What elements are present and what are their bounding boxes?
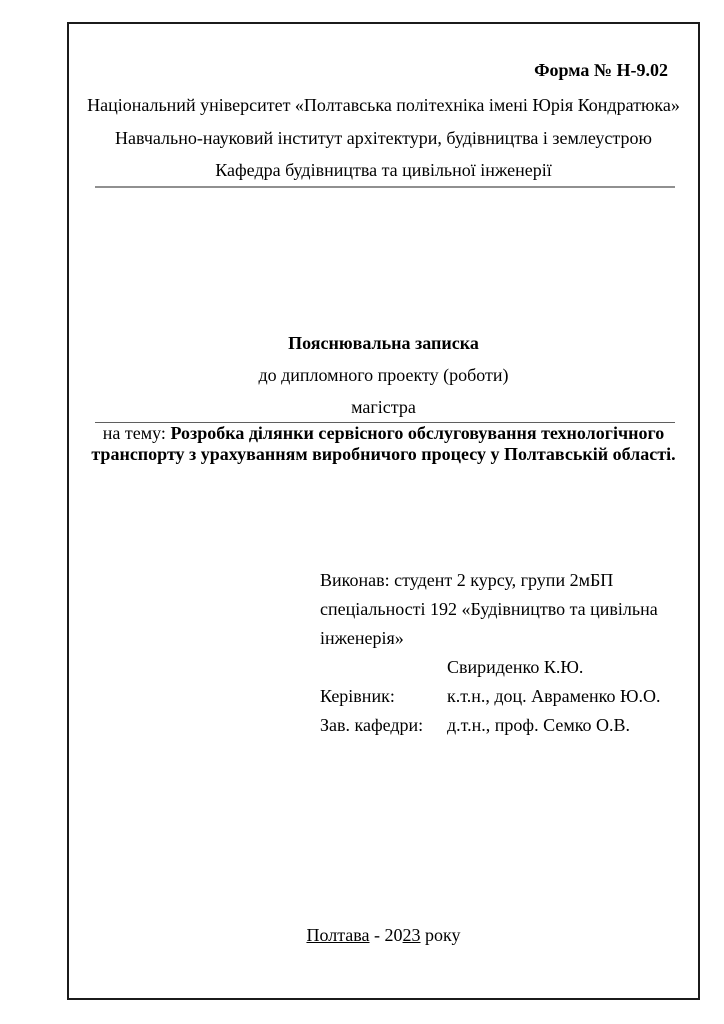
year-prefix: - 20: [369, 925, 403, 945]
institution-header: [69, 89, 698, 187]
topic-block: [69, 423, 698, 464]
city-year-line: [69, 925, 698, 946]
student-name-row: [320, 653, 685, 682]
header-divider-rule: [95, 186, 675, 188]
department-head-row: [320, 711, 685, 740]
institute-name: Навчально-науковий інститут архітектури, будівництва і землеустрою: [115, 127, 652, 148]
department-head-label: Зав. кафедри:: [320, 715, 424, 735]
department-name: Кафедра будівництва та цивільної інженерії: [215, 160, 552, 180]
department-head-name: д.т.н., проф. Семко О.В.: [447, 715, 631, 735]
executor-line-speciality-cont: інженерія»: [320, 628, 404, 648]
student-name: Свириденко К.Ю.: [447, 657, 584, 677]
city-name: Полтава: [306, 925, 370, 945]
document-title: Пояснювальна записка: [288, 333, 479, 353]
university-name: Національний університет «Полтавська політехніка імені Юрія Кондратюка»: [87, 95, 680, 115]
topic-title-part-1: Розробка ділянки сервісного обслуговування технологічного: [170, 423, 665, 443]
topic-prefix-label: на тему:: [102, 423, 171, 443]
year-suffix: року: [420, 925, 461, 945]
executor-line-speciality: спеціальності 192 «Будівництво та цивільна: [320, 599, 658, 619]
document-page-frame: [67, 22, 700, 1000]
supervisor-label: Керівник:: [320, 686, 395, 706]
degree-level: магістра: [351, 397, 416, 417]
document-title-block: [69, 327, 698, 423]
supervisor-row: [320, 682, 685, 711]
year-digits: 23: [402, 925, 421, 945]
supervisor-name: к.т.н., доц. Авраменко Ю.О.: [447, 686, 661, 706]
executor-block: [320, 566, 685, 740]
topic-line-2: транспорту з урахуванням виробничого процесу у Полтавській області.: [91, 443, 676, 464]
topic-line-1: [69, 423, 698, 444]
executor-line-student: Виконав: студент 2 курсу, групи 2мБП: [320, 570, 614, 590]
document-subtitle: до дипломного проекту (роботи): [258, 365, 509, 385]
form-number: Форма № Н-9.02: [534, 60, 668, 80]
